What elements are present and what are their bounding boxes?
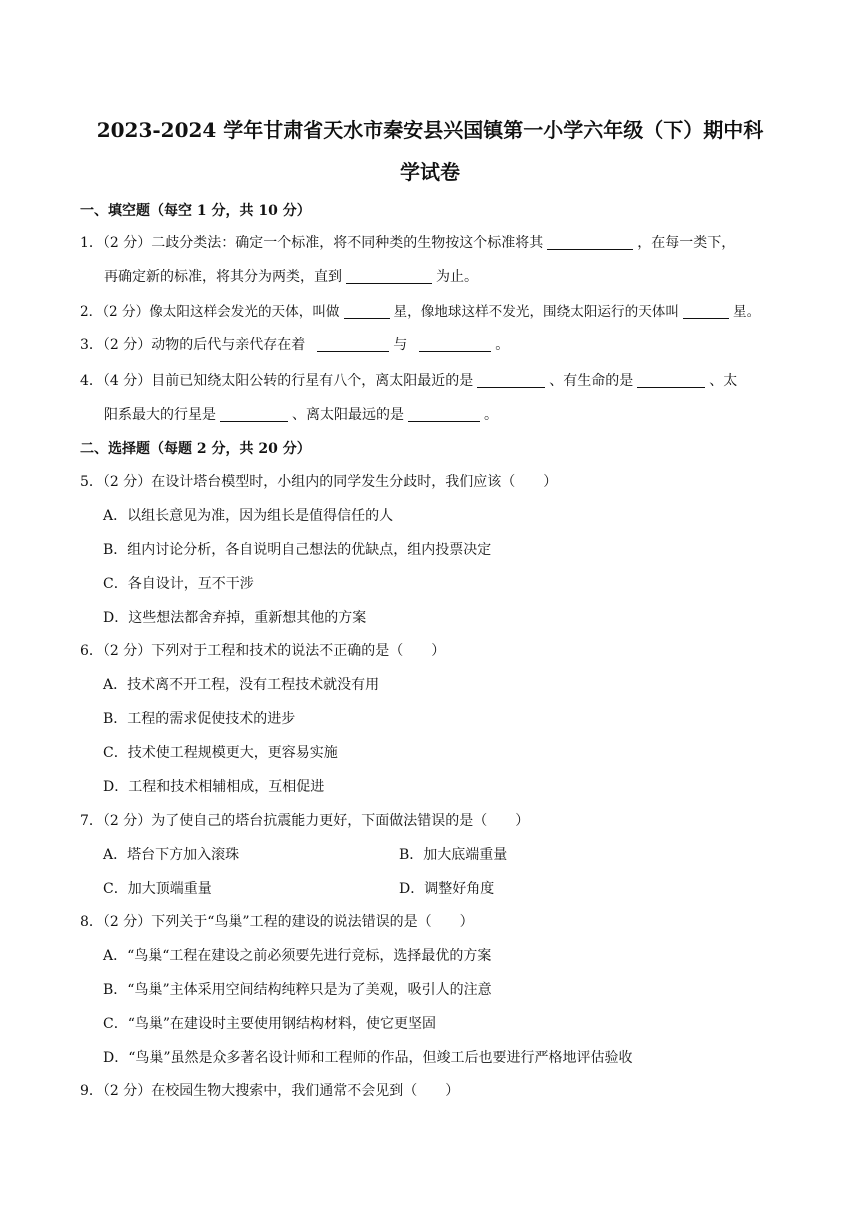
question-9-stem: 9．（2 分）在校园生物大搜索中，我们通常不会见到（ ）	[80, 1083, 460, 1099]
q4-blank-4[interactable]	[408, 407, 480, 422]
q7-option-c[interactable]: C．加大顶端重量	[103, 881, 212, 897]
question-4-line2	[104, 404, 498, 424]
q3-blank-1[interactable]	[317, 337, 389, 352]
q4-blank-2[interactable]	[637, 373, 705, 388]
q2-text-a: 2．（2 分）像太阳这样会发光的天体，叫做	[80, 304, 340, 320]
section-fill-blank-heading: 一、填空题（每空 1 分，共 10 分）	[80, 203, 311, 219]
q4-text-e: 、离太阳最远的是	[292, 407, 404, 423]
q3-text-a: 3．（2 分）动物的后代与亲代存在着	[80, 337, 306, 353]
exam-title-line1: 2023-2024 学年甘肃省天水市秦安县兴国镇第一小学六年级（下）期中科	[96, 118, 764, 142]
question-3	[80, 334, 509, 354]
question-4-line1	[80, 370, 737, 390]
q7-option-d[interactable]: D．调整好角度	[399, 881, 495, 897]
q2-text-c: 星。	[732, 304, 761, 320]
q4-text-a: 4．（4 分）目前已知绕太阳公转的行星有八个，离太阳最近的是	[80, 373, 474, 389]
question-1-line2	[104, 266, 478, 286]
question-6-stem: 6．（2 分）下列对于工程和技术的说法不正确的是（ ）	[80, 643, 446, 659]
q8-option-b[interactable]: B．“鸟巢”主体采用空间结构纯粹只是为了美观，吸引人的注意	[103, 982, 492, 998]
q4-text-d: 阳系最大的行星是	[104, 407, 216, 423]
q1-blank-1[interactable]	[547, 235, 633, 250]
question-5-stem: 5．（2 分）在设计塔台模型时，小组内的同学发生分歧时，我们应该（ ）	[80, 474, 558, 490]
q1-text-b: ，在每一类下，	[637, 235, 736, 251]
q8-option-d[interactable]: D．“鸟巢”虽然是众多著名设计师和工程师的作品，但竣工后也要进行严格地评估验收	[103, 1050, 633, 1066]
question-7-stem: 7．（2 分）为了使自己的塔台抗震能力更好，下面做法错误的是（ ）	[80, 813, 530, 829]
q1-text-c: 再确定新的标准，将其分为两类，直到	[104, 269, 342, 285]
q4-text-c: 、太	[709, 373, 738, 389]
question-2	[80, 300, 760, 320]
q4-text-b: 、有生命的是	[549, 373, 634, 389]
q4-text-f: 。	[484, 407, 498, 423]
q5-option-c[interactable]: C．各自设计，互不干涉	[103, 576, 254, 592]
q7-option-a[interactable]: A．塔台下方加入滚珠	[103, 847, 240, 863]
question-8-stem: 8．（2 分）下列关于“鸟巢”工程的建设的说法错误的是（ ）	[80, 914, 474, 930]
q2-blank-2[interactable]	[683, 304, 729, 319]
q5-option-d[interactable]: D．这些想法都舍弃掉，重新想其他的方案	[103, 610, 367, 626]
exam-title-line2: 学试卷	[400, 160, 460, 184]
q6-option-b[interactable]: B．工程的需求促使技术的进步	[103, 711, 296, 727]
q3-text-b: 与	[393, 337, 408, 353]
q6-option-d[interactable]: D．工程和技术相辅相成，互相促进	[103, 779, 325, 795]
q3-text-c: 。	[495, 337, 510, 353]
q3-blank-2[interactable]	[419, 337, 491, 352]
q8-option-a[interactable]: A．“鸟巢“工程在建设之前必须要先进行竞标，选择最优的方案	[103, 948, 492, 964]
q5-option-a[interactable]: A．以组长意见为准，因为组长是值得信任的人	[103, 508, 394, 524]
q1-text-d: 为止。	[436, 269, 478, 285]
q5-option-b[interactable]: B．组内讨论分析，各自说明自己想法的优缺点，组内投票决定	[103, 542, 492, 558]
q4-blank-3[interactable]	[220, 407, 288, 422]
q2-blank-1[interactable]	[344, 304, 390, 319]
question-1-line1	[80, 232, 735, 252]
q2-text-b: 星，像地球这样不发光，围绕太阳运行的天体叫	[393, 304, 679, 320]
q7-option-b[interactable]: B．加大底端重量	[399, 847, 508, 863]
q8-option-c[interactable]: C．“鸟巢”在建设时主要使用钢结构材料，使它更坚固	[103, 1016, 437, 1032]
q1-text-a: 1．（2 分）二歧分类法：确定一个标准，将不同种类的生物按这个标准将其	[80, 235, 544, 251]
q1-blank-2[interactable]	[346, 269, 432, 284]
q4-blank-1[interactable]	[477, 373, 545, 388]
q6-option-c[interactable]: C．技术使工程规模更大，更容易实施	[103, 745, 338, 761]
section-choice-heading: 二、选择题（每题 2 分，共 20 分）	[80, 441, 311, 457]
q6-option-a[interactable]: A．技术离不开工程，没有工程技术就没有用	[103, 677, 380, 693]
